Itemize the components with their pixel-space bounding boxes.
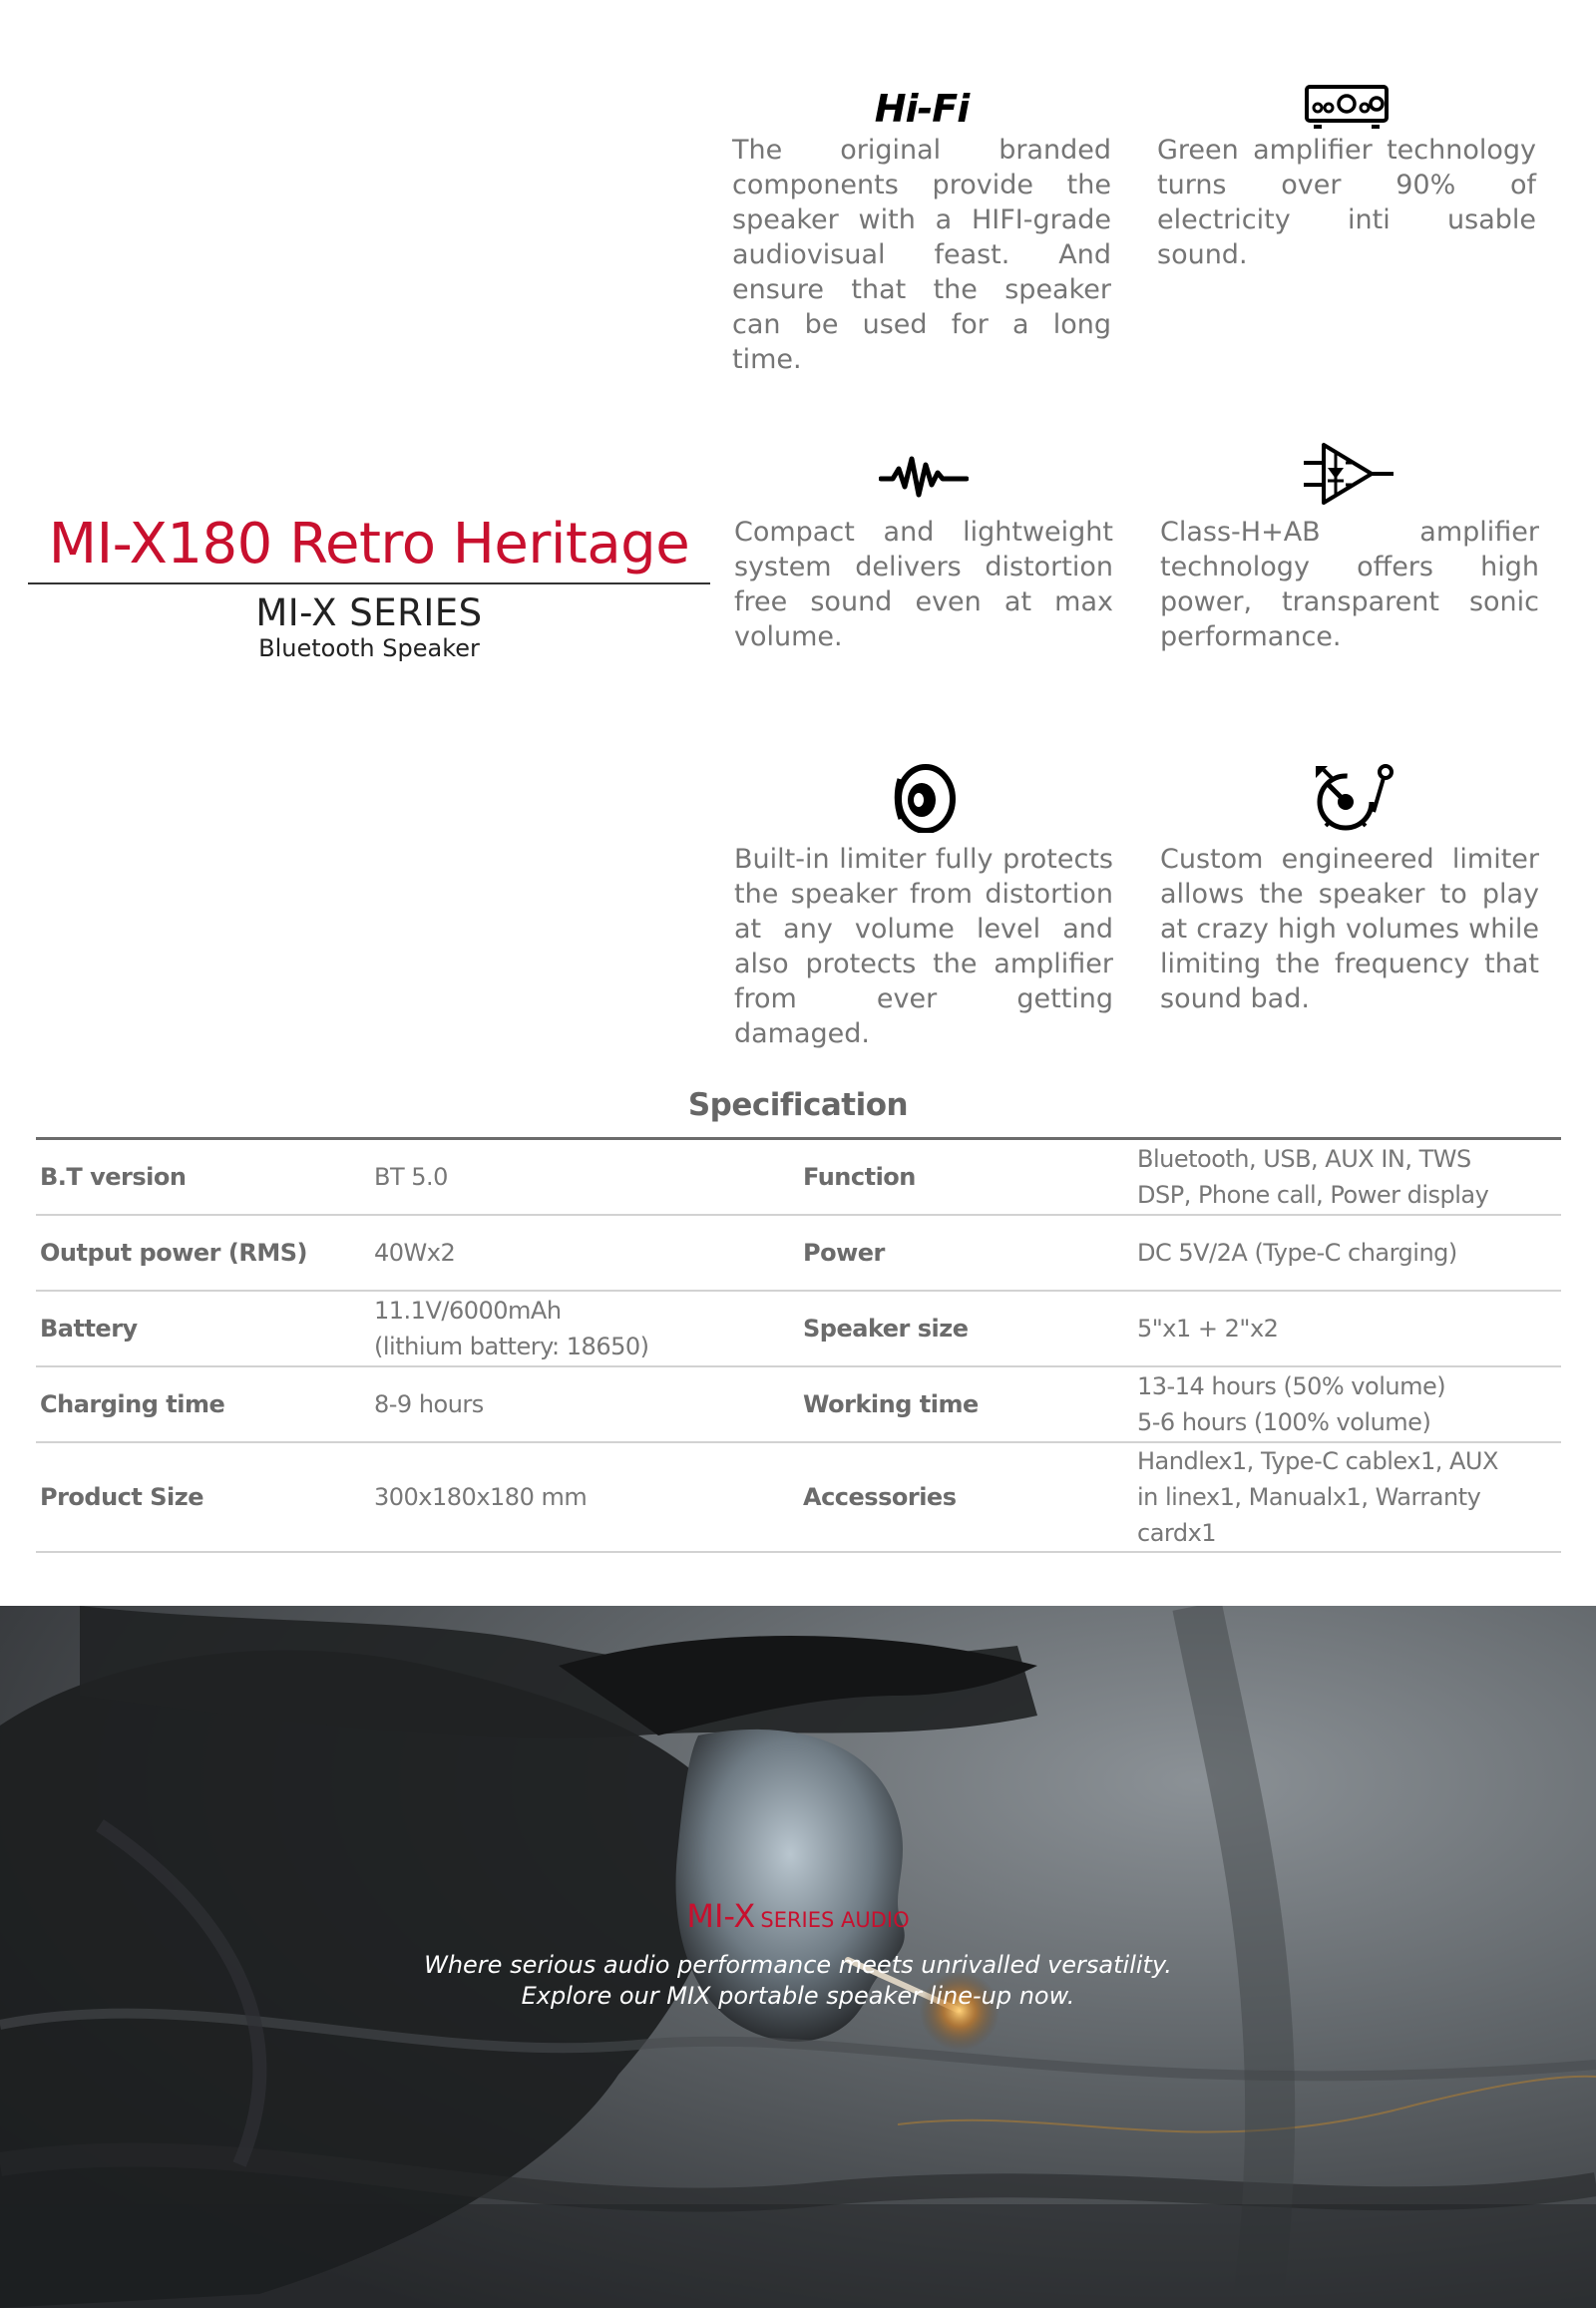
limiter-dial-icon (1160, 762, 1539, 834)
feature-text: Green amplifier technology turns over 90% of electricity inti usable sound. (1157, 135, 1536, 270)
spec-value (1133, 1311, 1561, 1346)
spec-value (1133, 1235, 1561, 1271)
spec-value (370, 1386, 799, 1422)
spec-value (370, 1159, 799, 1195)
spec-row (36, 1216, 1561, 1292)
spec-row (36, 1140, 1561, 1216)
spec-value-line: DSP, Phone call, Power display (1137, 1181, 1489, 1209)
spec-value-line: 5"x1 + 2"x2 (1137, 1315, 1279, 1343)
banner-tagline-line2: Explore our MIX portable speaker line-up now. (521, 1982, 1075, 2010)
spec-value (370, 1479, 799, 1515)
spec-row (36, 1292, 1561, 1367)
spec-value-line: 11.1V/6000mAh (374, 1297, 562, 1325)
spec-label: Power (803, 1239, 885, 1267)
op-amp-icon (1160, 441, 1539, 507)
spec-row (36, 1443, 1561, 1553)
speaker-cone-icon (734, 762, 1113, 834)
specification-title: Specification (687, 1087, 909, 1123)
spec-value-line: in linex1, Manualx1, Warranty (1137, 1483, 1481, 1511)
product-subtitle: Bluetooth Speaker (258, 634, 480, 662)
spec-value-line: 300x180x180 mm (374, 1483, 588, 1511)
spec-value (1133, 1141, 1561, 1213)
amplifier-icon (1157, 80, 1536, 134)
spec-value (1133, 1443, 1561, 1551)
spec-label: Charging time (40, 1390, 225, 1418)
spec-value (1133, 1368, 1561, 1440)
banner-tagline-line1: Where serious audio performance meets unrivalled versatility. (424, 1951, 1172, 1979)
spec-label: Battery (40, 1315, 138, 1343)
spec-value-line: 5-6 hours (100% volume) (1137, 1408, 1431, 1436)
spec-label: Accessories (803, 1483, 957, 1511)
spec-value (370, 1235, 799, 1271)
feature-text: The original branded components provide the speaker with a HIFI-grade audiovisual feast. And ensure that the speaker can be used for a long time. (732, 135, 1111, 375)
spec-value-line: BT 5.0 (374, 1163, 448, 1191)
hero-banner (0, 1606, 1596, 2308)
title-divider (28, 582, 710, 584)
spec-value-line: (lithium battery: 18650) (374, 1333, 649, 1360)
spec-label: Output power (RMS) (40, 1239, 307, 1267)
spec-value-line: Bluetooth, USB, AUX IN, TWS (1137, 1145, 1471, 1173)
product-title-block (28, 511, 710, 662)
feature-text: Built-in limiter fully protects the speaker from distortion at any volume level and also protects the amplifier from ever getting damaged. (734, 844, 1113, 1049)
banner-brand-main: MI-X (686, 1897, 756, 1935)
spec-label: Product Size (40, 1483, 203, 1511)
spec-label: Working time (803, 1390, 979, 1418)
hifi-logo-icon: Hi-Fi (874, 87, 970, 131)
feature-text: Custom engineered limiter allows the speaker to play at crazy high volumes while limiting the frequency that sound bad. (1160, 844, 1539, 1014)
series-name: MI-X SERIES (255, 591, 483, 634)
spec-label: Speaker size (803, 1315, 969, 1343)
product-title: MI-X180 Retro Heritage (48, 512, 690, 577)
spec-value-line: 8-9 hours (374, 1390, 484, 1418)
banner-brand (0, 1897, 1596, 1935)
waveform-icon (734, 449, 1113, 503)
spec-value (370, 1293, 799, 1364)
spec-value-line: cardx1 (1137, 1519, 1217, 1547)
spec-row (36, 1367, 1561, 1443)
feature-text: Class-H+AB amplifier technology offers high power, transparent sonic performance. (1160, 517, 1539, 652)
banner-brand-small: SERIES AUDIO (760, 1908, 910, 1932)
spec-label: B.T version (40, 1163, 187, 1191)
spec-value-line: 40Wx2 (374, 1239, 456, 1267)
spec-value-line: Handlex1, Type-C cablex1, AUX (1137, 1447, 1498, 1475)
spec-value-line: 13-14 hours (50% volume) (1137, 1372, 1446, 1400)
specification-table (36, 1137, 1561, 1553)
spec-value-line: DC 5V/2A (Type-C charging) (1137, 1239, 1457, 1267)
feature-text: Compact and lightweight system delivers distortion free sound even at max volume. (734, 517, 1113, 652)
spec-label: Function (803, 1163, 916, 1191)
